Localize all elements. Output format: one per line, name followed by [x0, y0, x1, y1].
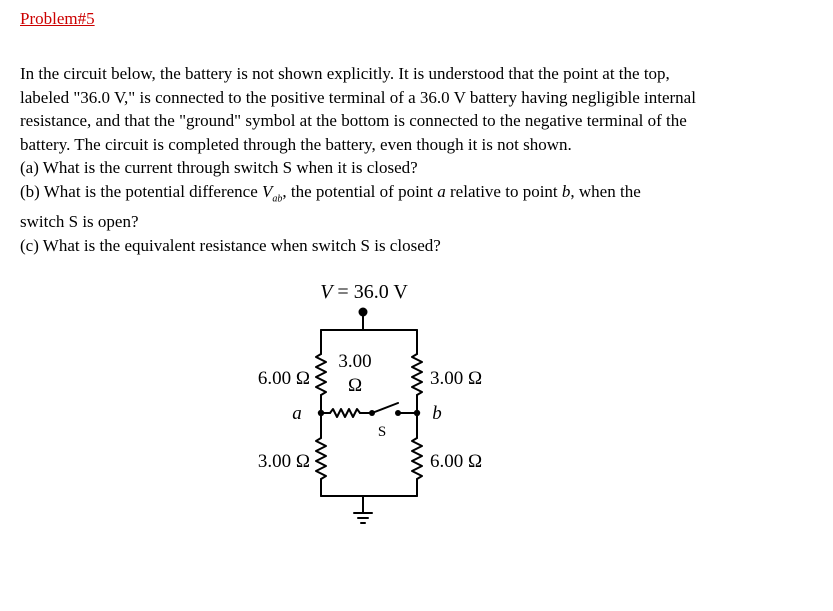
node-a-dot — [318, 410, 324, 416]
label-r-top-left: 6.00 Ω — [257, 368, 310, 389]
voltage-label: V = 36.0 V — [320, 281, 408, 303]
resistor-6-ohm-right — [412, 438, 422, 479]
label-r-bottom-right: 6.00 Ω — [430, 451, 483, 472]
node-b-dot — [414, 410, 420, 416]
switch-blade — [372, 403, 398, 413]
resistor-3-ohm-left — [316, 438, 326, 479]
question-c: (c) What is the equivalent resistance when switch S is closed? — [20, 235, 441, 255]
node-a-label: a — [292, 403, 302, 424]
problem-title: Problem#5 — [20, 9, 95, 28]
intro-line: labeled "36.0 V," is connected to the positive terminal of a 36.0 V battery having negligible internal — [20, 87, 696, 107]
switch-pivot — [369, 410, 375, 416]
label-r-middle-value: 3.00 — [338, 351, 372, 372]
switch-contact — [395, 410, 401, 416]
resistor-6-ohm-left — [316, 354, 326, 395]
question-a: (a) What is the current through switch S when it is closed? — [20, 158, 418, 177]
ground-icon — [354, 513, 372, 523]
resistor-3-ohm-middle — [330, 409, 360, 417]
label-r-middle-unit: Ω — [347, 375, 363, 396]
intro-line: battery. The circuit is completed through the battery, even though it is not shown. — [20, 134, 572, 154]
label-r-top-right: 3.00 Ω — [430, 368, 483, 389]
intro-line: In the circuit below, the battery is not shown explicitly. It is understood that the point at the top, — [20, 64, 670, 83]
label-r-bottom-left: 3.00 Ω — [257, 451, 310, 472]
intro-line: resistance, and that the "ground" symbol at the bottom is connected to the negative terminal of the — [20, 111, 687, 130]
node-b-label: b — [432, 403, 442, 424]
question-b-line2: switch S is open? — [20, 212, 139, 232]
supply-terminal — [359, 308, 368, 317]
switch-label: S — [377, 424, 387, 440]
question-b: (b) What is the potential difference $V_{ab}$, the potential of point a relative to point b, when the — [20, 181, 641, 204]
resistor-3-ohm-right — [412, 354, 422, 395]
